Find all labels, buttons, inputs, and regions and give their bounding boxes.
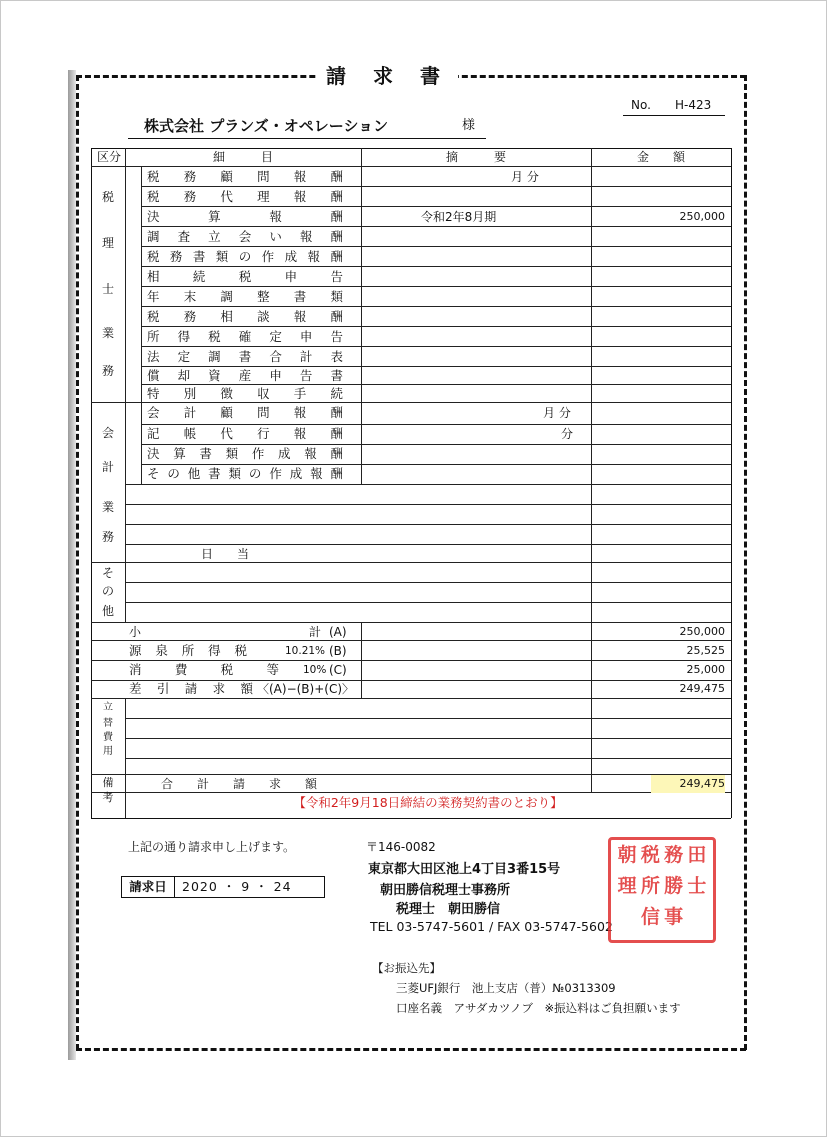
border-right [744, 75, 747, 1050]
row-line [125, 718, 731, 719]
category-kaikei-2: 計 [101, 460, 114, 474]
withholding-label: 源泉所得税 [129, 643, 247, 658]
category-kaikei-4: 務 [101, 530, 114, 544]
item-name: 特別徴収手続 [147, 386, 343, 401]
col-divider-saimoku [361, 148, 362, 484]
stamp-char: 勝 [664, 875, 684, 897]
item-name: 償却資産申告書 [147, 368, 343, 383]
item-tekiyo: 月 分 [543, 406, 571, 420]
billing-date-box [121, 876, 325, 898]
stamp-char: 士 [687, 875, 707, 897]
row-line [125, 758, 731, 759]
category-tatekae-3: 費 [103, 732, 113, 743]
stamp-char: 理 [617, 875, 637, 897]
office-name: 朝田勝信税理士事務所 [380, 883, 511, 898]
row-line [141, 286, 731, 287]
document-number-label: No. [631, 98, 651, 112]
item-tekiyo: 月 分 [511, 170, 539, 184]
remarks-note: 【令和2年9月18日締結の業務契約書のとおり】 [293, 795, 563, 810]
header-kingaku: 金 額 [636, 150, 685, 164]
net-billing-label: 差引請求額 [129, 681, 253, 696]
office-seal-stamp [608, 837, 716, 943]
document-title: 請 求 書 [318, 62, 458, 90]
row-line [141, 186, 731, 187]
category-zeirishi-4: 業 [101, 326, 114, 340]
row-line [125, 582, 731, 583]
row-line [141, 306, 731, 307]
net-billing-formula: 〈(A)−(B)+(C)〉 [257, 682, 355, 696]
section-line [91, 698, 731, 699]
row-line [125, 602, 731, 603]
total-label: 合 計 請 求 額 [161, 777, 318, 791]
item-name: 会計顧問報酬 [147, 405, 343, 420]
item-name: 決算書類作成報酬 [147, 446, 343, 461]
table-bottom-line [91, 818, 731, 819]
table-right-line [731, 148, 732, 818]
client-name: 株式会社 プランズ・オペレーション [144, 117, 389, 135]
postal-code: 〒146-0082 [366, 840, 436, 854]
consumption-tax-label: 消費税等 [129, 662, 279, 677]
withholding-rate: 10.21% [285, 645, 326, 657]
billing-date-label: 請求日 [122, 877, 175, 897]
row-line [125, 738, 731, 739]
category-kaikei-1: 会 [101, 426, 114, 440]
category-zeirishi-2: 理 [101, 236, 114, 250]
stamp-char: 務 [664, 844, 684, 866]
col-divider-tekiyo [591, 148, 592, 792]
net-billing-amount: 249,475 [679, 682, 725, 695]
consumption-tax-mark: (C) [329, 663, 347, 677]
stamp-char: 朝 [617, 844, 637, 866]
document-number-value: H-423 [675, 98, 712, 112]
row-line [141, 346, 731, 347]
bank-account: 三菱UFJ銀行 池上支店（普）№0313309 [396, 981, 616, 995]
item-tekiyo: 分 [561, 427, 574, 441]
category-tatekae-1: 立 [103, 702, 113, 713]
stamp-char: 信 [640, 906, 660, 928]
category-sonota-3: 他 [101, 604, 114, 618]
item-name: 税務相談報酬 [147, 309, 343, 324]
row-line [141, 246, 731, 247]
billing-date-value: 2020 ・ 9 ・ 24 [182, 879, 292, 894]
header-line [91, 166, 731, 167]
row-line [141, 206, 731, 207]
item-name: 調査立会い報酬 [147, 229, 343, 244]
row-line [125, 524, 731, 525]
header-tekiyo: 摘 要 [445, 150, 506, 164]
row-line [125, 504, 731, 505]
item-name: 税務書類の作成報酬 [147, 249, 343, 264]
item-name: 税務代理報酬 [147, 189, 343, 204]
stamp-char: 所 [640, 875, 660, 897]
row-line [141, 266, 731, 267]
col-divider-kaikei-items [141, 402, 142, 484]
header-kubun: 区分 [96, 150, 121, 164]
item-amount: 250,000 [679, 210, 725, 223]
category-tatekae-4: 用 [103, 746, 113, 757]
category-biko-1: 備 [102, 776, 114, 789]
total-amount: 249,475 [651, 775, 725, 793]
item-name: 記帳代行報酬 [147, 426, 343, 441]
item-name: 税務顧問報酬 [147, 169, 343, 184]
subtotal-amount: 250,000 [679, 625, 725, 638]
account-holder: 口座名義 アサダカツノブ ※振込料はご負担願います [396, 1001, 681, 1015]
border-left [76, 75, 79, 1050]
invoice-table [91, 148, 731, 818]
category-biko-2: 考 [102, 791, 114, 804]
row-line [141, 226, 731, 227]
phone-fax: TEL 03-5747-5601 / FAX 03-5747-5602 [370, 919, 613, 934]
category-tatekae-2: 替 [103, 718, 113, 729]
withholding-amount: 25,525 [686, 644, 725, 657]
subtotal-mark: (A) [329, 625, 347, 639]
transfer-title: 【お振込先】 [372, 961, 441, 975]
col-divider-kubun-upper [125, 148, 126, 622]
item-name: その他書類の作成報酬 [147, 466, 343, 481]
item-tekiyo: 令和2年8月期 [421, 210, 497, 224]
item-name: 決算報酬 [147, 209, 343, 224]
col-divider-kubun-lower [125, 698, 126, 792]
border-bottom [76, 1048, 746, 1051]
consumption-tax-rate: 10% [303, 664, 327, 676]
client-line [128, 114, 486, 139]
stamp-char: 税 [640, 844, 660, 866]
item-name: 相続税申告 [147, 269, 343, 284]
consumption-tax-amount: 25,000 [686, 663, 725, 676]
withholding-mark: (B) [329, 644, 347, 658]
stamp-char: 田 [687, 844, 707, 866]
item-name: 日 当 [201, 547, 250, 561]
row-line [141, 326, 731, 327]
client-honorific: 様 [462, 118, 476, 133]
subtotal-label-left: 小 [129, 625, 142, 639]
office-address: 東京都大田区池上4丁目3番15号 [368, 862, 561, 877]
category-zeirishi-3: 士 [101, 282, 114, 296]
document-number [623, 95, 725, 116]
scan-shadow [68, 70, 76, 1060]
tax-accountant-name: 税理士 朝田勝信 [396, 902, 501, 917]
stamp-char [686, 906, 708, 936]
stamp-char: 事 [664, 906, 684, 928]
item-name: 年末調整書類 [147, 289, 343, 304]
section-line [91, 562, 731, 563]
category-sonota-2: の [101, 584, 114, 598]
category-kaikei-3: 業 [101, 500, 114, 514]
stamp-char [616, 906, 638, 936]
header-saimoku: 細 目 [212, 150, 273, 164]
closing-message: 上記の通り請求申し上げます。 [128, 840, 296, 854]
item-name: 所得税確定申告 [147, 329, 343, 344]
category-zeirishi-5: 務 [101, 364, 114, 378]
category-zeirishi-1: 税 [101, 190, 114, 204]
subtotal-label-right: 計 [309, 625, 322, 639]
row-line [125, 484, 731, 485]
category-sonota-1: そ [101, 566, 114, 580]
item-name: 法定調書合計表 [147, 349, 343, 364]
